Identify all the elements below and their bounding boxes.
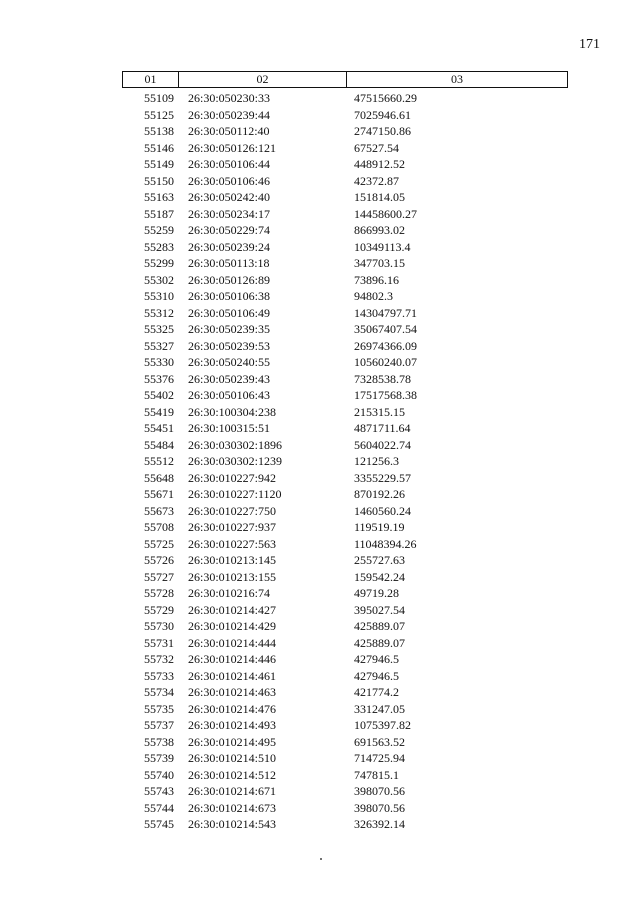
- table-row: [122, 140, 568, 157]
- cell-cadastral-number: 26:30:050240:55: [188, 355, 271, 369]
- table-row: [122, 635, 568, 652]
- cell-value: 11048394.26: [354, 536, 417, 551]
- cell-value: 7328538.78: [354, 371, 411, 386]
- cell-cadastral-number: 26:30:010227:942: [188, 470, 277, 485]
- table-row: [122, 519, 568, 536]
- cell-value: 421774.2: [354, 685, 399, 699]
- cell-cadastral-number: 26:30:010214:543: [188, 817, 277, 831]
- cell-value: 10349113.4: [354, 239, 411, 254]
- cell-id: 55733: [144, 668, 174, 683]
- cell-id: 55325: [144, 322, 174, 336]
- cell-id: 55302: [144, 272, 174, 287]
- cell-cadastral-number: 26:30:050242:40: [188, 190, 271, 204]
- cell-cadastral-number: 26:30:010214:463: [188, 685, 277, 699]
- cell-cadastral-number: 26:30:050106:38: [188, 289, 271, 303]
- cell-value: 47515660.29: [354, 91, 417, 105]
- table-row: [122, 371, 568, 388]
- cell-id: 55728: [144, 586, 174, 600]
- cell-value: 215315.15: [354, 404, 405, 419]
- cell-id: 55731: [144, 635, 174, 650]
- cell-id: 55739: [144, 751, 174, 765]
- data-table: [122, 71, 568, 833]
- table-row: [122, 288, 568, 305]
- cell-value: 4871711.64: [354, 421, 411, 435]
- cell-value: 255727.63: [354, 553, 405, 567]
- table-row: [122, 602, 568, 619]
- cell-cadastral-number: 26:30:010213:155: [188, 569, 277, 584]
- cell-id: 55146: [144, 140, 174, 155]
- cell-cadastral-number: 26:30:010227:563: [188, 536, 277, 551]
- table-row: [122, 123, 568, 140]
- table-row: [122, 206, 568, 223]
- table-row: [122, 222, 568, 239]
- cell-value: 3355229.57: [354, 470, 411, 485]
- cell-value: 448912.52: [354, 157, 405, 171]
- scan-speck: [320, 858, 322, 860]
- table-row: [122, 420, 568, 437]
- page-number: 171: [579, 37, 600, 52]
- cell-id: 55512: [144, 454, 174, 468]
- table-row: [122, 618, 568, 635]
- cell-cadastral-number: 26:30:030302:1239: [188, 454, 283, 468]
- cell-cadastral-number: 26:30:010216:74: [188, 586, 271, 600]
- cell-id: 55671: [144, 487, 174, 501]
- cell-id: 55138: [144, 124, 174, 138]
- table-body: [122, 90, 568, 833]
- cell-value: 425889.07: [354, 635, 405, 650]
- table-row: [122, 470, 568, 487]
- table-row: [122, 387, 568, 404]
- cell-cadastral-number: 26:30:050126:89: [188, 272, 271, 287]
- cell-id: 55735: [144, 701, 174, 716]
- cell-cadastral-number: 26:30:010214:429: [188, 619, 277, 633]
- cell-id: 55740: [144, 767, 174, 782]
- table-row: [122, 189, 568, 206]
- cell-id: 55283: [144, 239, 174, 254]
- cell-cadastral-number: 26:30:010227:937: [188, 520, 277, 534]
- table-row: [122, 404, 568, 421]
- cell-id: 55743: [144, 784, 174, 798]
- cell-id: 55419: [144, 404, 174, 419]
- cell-id: 55330: [144, 355, 174, 369]
- table-row: [122, 503, 568, 520]
- cell-id: 55484: [144, 437, 174, 452]
- cell-value: 35067407.54: [354, 322, 417, 336]
- cell-cadastral-number: 26:30:050112:40: [188, 124, 270, 138]
- cell-cadastral-number: 26:30:010214:427: [188, 602, 277, 617]
- cell-value: 398070.56: [354, 784, 405, 798]
- cell-cadastral-number: 26:30:010214:510: [188, 751, 277, 765]
- table-row: [122, 767, 568, 784]
- table-row: [122, 107, 568, 124]
- cell-value: 714725.94: [354, 751, 405, 765]
- table-row: [122, 552, 568, 569]
- cell-value: 691563.52: [354, 734, 405, 749]
- cell-value: 10560240.07: [354, 355, 417, 369]
- cell-cadastral-number: 26:30:050229:74: [188, 223, 271, 237]
- cell-cadastral-number: 26:30:010227:750: [188, 503, 277, 518]
- table-row: [122, 486, 568, 503]
- cell-cadastral-number: 26:30:050239:35: [188, 322, 271, 336]
- cell-id: 55149: [144, 157, 174, 171]
- table-row: [122, 305, 568, 322]
- cell-value: 17517568.38: [354, 388, 417, 402]
- cell-id: 55299: [144, 256, 174, 270]
- cell-id: 55150: [144, 173, 174, 188]
- table-row: [122, 734, 568, 751]
- cell-value: 14458600.27: [354, 206, 417, 221]
- cell-value: 395027.54: [354, 602, 405, 617]
- cell-id: 55451: [144, 421, 174, 435]
- cell-cadastral-number: 26:30:030302:1896: [188, 437, 283, 452]
- cell-id: 55648: [144, 470, 174, 485]
- cell-cadastral-number: 26:30:050106:43: [188, 388, 271, 402]
- cell-value: 1460560.24: [354, 503, 411, 518]
- cell-id: 55376: [144, 371, 174, 386]
- cell-id: 55726: [144, 553, 174, 567]
- table-row: [122, 156, 568, 173]
- column-header-02: 02: [179, 72, 347, 87]
- cell-value: 14304797.71: [354, 305, 417, 320]
- cell-id: 55708: [144, 520, 174, 534]
- cell-cadastral-number: 26:30:010214:444: [188, 635, 277, 650]
- table-row: [122, 90, 568, 107]
- cell-id: 55730: [144, 619, 174, 633]
- cell-cadastral-number: 26:30:010214:673: [188, 800, 277, 815]
- table-row: [122, 173, 568, 190]
- cell-value: 121256.3: [354, 454, 399, 468]
- cell-value: 427946.5: [354, 668, 399, 683]
- table-row: [122, 536, 568, 553]
- cell-id: 55187: [144, 206, 174, 221]
- table-row: [122, 651, 568, 668]
- cell-cadastral-number: 26:30:050239:24: [188, 239, 271, 254]
- cell-cadastral-number: 26:30:010214:446: [188, 652, 277, 666]
- cell-id: 55109: [144, 91, 174, 105]
- cell-value: 331247.05: [354, 701, 405, 716]
- table-row: [122, 354, 568, 371]
- cell-value: 151814.05: [354, 190, 405, 204]
- cell-value: 427946.5: [354, 652, 399, 666]
- cell-cadastral-number: 26:30:010213:145: [188, 553, 277, 567]
- table-row: [122, 453, 568, 470]
- cell-cadastral-number: 26:30:050234:17: [188, 206, 271, 221]
- cell-id: 55732: [144, 652, 174, 666]
- cell-cadastral-number: 26:30:050106:44: [188, 157, 271, 171]
- cell-value: 119519.19: [354, 520, 405, 534]
- cell-value: 866993.02: [354, 223, 405, 237]
- table-row: [122, 800, 568, 817]
- table-row: [122, 750, 568, 767]
- table-row: [122, 569, 568, 586]
- cell-cadastral-number: 26:30:050230:33: [188, 91, 271, 105]
- cell-id: 55729: [144, 602, 174, 617]
- table-row: [122, 701, 568, 718]
- table-row: [122, 684, 568, 701]
- table-row: [122, 717, 568, 734]
- cell-cadastral-number: 26:30:050106:46: [188, 173, 271, 188]
- cell-cadastral-number: 26:30:050239:43: [188, 371, 271, 386]
- cell-value: 326392.14: [354, 817, 405, 831]
- table-row: [122, 272, 568, 289]
- cell-value: 7025946.61: [354, 107, 411, 122]
- cell-value: 73896.16: [354, 272, 399, 287]
- table-row: [122, 338, 568, 355]
- cell-cadastral-number: 26:30:100315:51: [188, 421, 271, 435]
- cell-id: 55738: [144, 734, 174, 749]
- cell-cadastral-number: 26:30:010214:461: [188, 668, 277, 683]
- cell-cadastral-number: 26:30:010214:495: [188, 734, 277, 749]
- cell-cadastral-number: 26:30:050239:53: [188, 338, 271, 353]
- table-row: [122, 321, 568, 338]
- cell-id: 55727: [144, 569, 174, 584]
- cell-id: 55725: [144, 536, 174, 551]
- cell-id: 55402: [144, 388, 174, 402]
- table-row: [122, 668, 568, 685]
- cell-value: 347703.15: [354, 256, 405, 270]
- cell-id: 55125: [144, 107, 174, 122]
- cell-id: 55310: [144, 289, 174, 303]
- cell-id: 55673: [144, 503, 174, 518]
- cell-id: 55163: [144, 190, 174, 204]
- table-row: [122, 239, 568, 256]
- cell-cadastral-number: 26:30:050113:18: [188, 256, 270, 270]
- cell-cadastral-number: 26:30:050126:121: [188, 140, 277, 155]
- cell-cadastral-number: 26:30:010227:1120: [188, 487, 282, 501]
- cell-id: 55734: [144, 685, 174, 699]
- cell-value: 42372.87: [354, 173, 399, 188]
- cell-value: 67527.54: [354, 140, 399, 155]
- cell-value: 5604022.74: [354, 437, 411, 452]
- table-row: [122, 585, 568, 602]
- table-row: [122, 255, 568, 272]
- table-row: [122, 816, 568, 833]
- cell-value: 26974366.09: [354, 338, 417, 353]
- cell-value: 49719.28: [354, 586, 399, 600]
- cell-value: 747815.1: [354, 767, 399, 782]
- cell-cadastral-number: 26:30:010214:493: [188, 718, 277, 732]
- cell-value: 870192.26: [354, 487, 405, 501]
- column-header-01: 01: [123, 72, 179, 87]
- cell-cadastral-number: 26:30:010214:671: [188, 784, 277, 798]
- cell-cadastral-number: 26:30:010214:512: [188, 767, 277, 782]
- cell-value: 159542.24: [354, 569, 405, 584]
- cell-id: 55744: [144, 800, 174, 815]
- cell-cadastral-number: 26:30:100304:238: [188, 404, 277, 419]
- cell-value: 2747150.86: [354, 124, 411, 138]
- cell-id: 55259: [144, 223, 174, 237]
- cell-id: 55327: [144, 338, 174, 353]
- cell-value: 425889.07: [354, 619, 405, 633]
- cell-value: 398070.56: [354, 800, 405, 815]
- cell-cadastral-number: 26:30:050239:44: [188, 107, 271, 122]
- cell-cadastral-number: 26:30:050106:49: [188, 305, 271, 320]
- column-header-03: 03: [451, 72, 463, 86]
- cell-id: 55737: [144, 718, 174, 732]
- table-header-row: [122, 71, 568, 88]
- cell-id: 55745: [144, 817, 174, 831]
- cell-value: 94802.3: [354, 289, 393, 303]
- table-row: [122, 437, 568, 454]
- cell-value: 1075397.82: [354, 718, 411, 732]
- cell-id: 55312: [144, 305, 174, 320]
- table-row: [122, 783, 568, 800]
- cell-cadastral-number: 26:30:010214:476: [188, 701, 277, 716]
